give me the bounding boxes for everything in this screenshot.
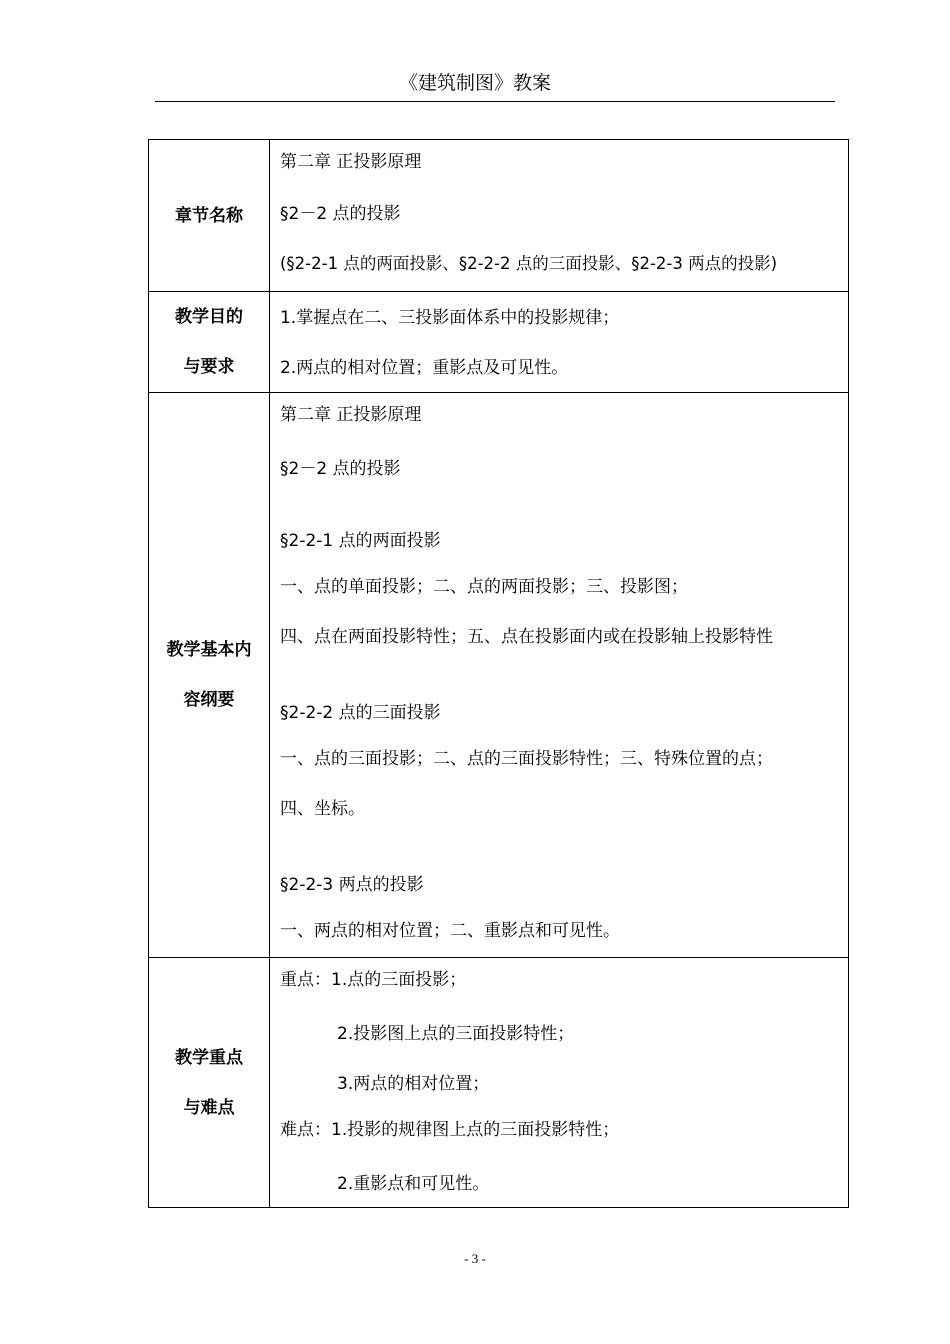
row-label-outline (149, 393, 270, 958)
label-line: 教学基本内 (166, 640, 252, 660)
label-line: 教学重点 (175, 1047, 243, 1068)
content-line: 第二章 正投影原理 (280, 405, 422, 425)
document-header-title: 《建筑制图》教案 (398, 72, 551, 94)
content-line: 3.两点的相对位置； (337, 1074, 490, 1094)
table-row (149, 958, 849, 1208)
content-line: 第二章 正投影原理 (280, 152, 422, 172)
label-line: 教学目的 (175, 307, 243, 327)
content-line: §2-2-2 点的三面投影 (280, 703, 441, 723)
content-line: 2.重影点和可见性。 (337, 1174, 490, 1194)
table-row (149, 140, 849, 292)
content-line: §2－2 点的投影 (280, 459, 401, 479)
row-content-outline (270, 393, 849, 958)
row-content-chapter (270, 140, 849, 292)
label-line: 与要求 (183, 357, 235, 377)
content-line: 四、点在两面投影特性；五、点在投影面内或在投影轴上投影特性 (280, 627, 773, 647)
content-line: 一、两点的相对位置；二、重影点和可见性。 (280, 921, 620, 941)
content-line: 一、点的单面投影；二、点的两面投影；三、投影图； (280, 577, 688, 597)
label-line: 与难点 (183, 1097, 235, 1118)
table-row (149, 292, 849, 393)
content-line: (§2-2-1 点的两面投影、§2-2-2 点的三面投影、§2-2-3 两点的投影) (280, 254, 778, 273)
row-content-keypoints (270, 958, 849, 1208)
table-row (149, 393, 849, 958)
content-line: 一、点的三面投影；二、点的三面投影特性；三、特殊位置的点； (280, 749, 773, 769)
row-label-chapter (149, 140, 270, 292)
content-line: 四、坐标。 (280, 799, 365, 819)
content-line: 2.两点的相对位置；重影点及可见性。 (280, 358, 569, 378)
lesson-plan-table (148, 139, 849, 1208)
label-line: 容纲要 (183, 690, 235, 710)
content-line: §2-2-1 点的两面投影 (280, 531, 441, 551)
row-content-objectives (270, 292, 849, 393)
content-line: 2.投影图上点的三面投影特性； (337, 1024, 575, 1044)
content-line: §2-2-3 两点的投影 (280, 875, 424, 895)
label-line: 章节名称 (175, 205, 243, 226)
row-label-keypoints (149, 958, 270, 1208)
row-label-objectives (149, 292, 270, 393)
content-line: 重点：1.点的三面投影； (280, 970, 467, 990)
header-rule (155, 101, 835, 102)
content-line: 1.掌握点在二、三投影面体系中的投影规律； (280, 308, 620, 328)
content-line: 难点：1.投影的规律图上点的三面投影特性； (280, 1120, 620, 1140)
page-number: - 3 - (464, 1251, 486, 1266)
content-line: §2－2 点的投影 (280, 204, 401, 224)
